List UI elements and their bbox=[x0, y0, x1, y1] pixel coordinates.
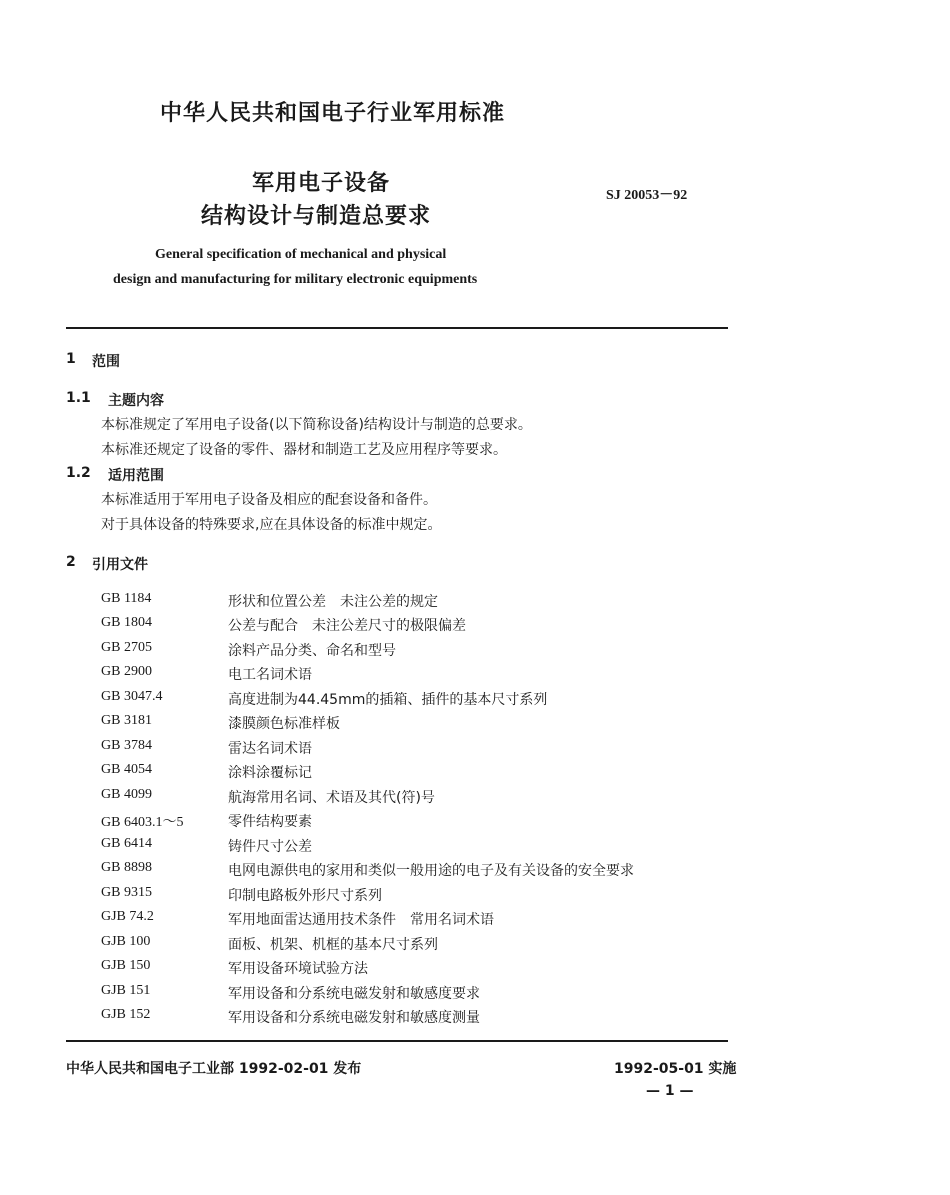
reference-code: GB 1184 bbox=[101, 591, 152, 606]
reference-title: 漆膜颜色标准样板 bbox=[228, 716, 340, 732]
section-1-1-title: 主题内容 bbox=[108, 393, 164, 409]
reference-title: 航海常用名词、术语及其代(符)号 bbox=[228, 790, 435, 806]
reference-title: 军用设备环境试验方法 bbox=[228, 961, 368, 977]
section-2-number: 2 bbox=[66, 554, 76, 570]
reference-title: 军用地面雷达通用技术条件 常用名词术语 bbox=[228, 912, 494, 928]
reference-code: GB 1804 bbox=[101, 615, 152, 630]
reference-code: GJB 100 bbox=[101, 934, 151, 949]
reference-code: GJB 151 bbox=[101, 983, 151, 998]
reference-title: 公差与配合 未注公差尺寸的极限偏差 bbox=[228, 618, 466, 634]
reference-code: GB 4099 bbox=[101, 787, 152, 802]
section-1-1-number: 1.1 bbox=[66, 390, 91, 406]
english-title-line1: General specification of mechanical and physical bbox=[155, 247, 447, 262]
reference-title: 军用设备和分系统电磁发射和敏感度测量 bbox=[228, 1010, 480, 1026]
effective-date: 1992-05-01 实施 bbox=[614, 1061, 737, 1077]
reference-code: GB 3047.4 bbox=[101, 689, 163, 704]
reference-title: 形状和位置公差 未注公差的规定 bbox=[228, 594, 438, 610]
section-2-title: 引用文件 bbox=[92, 557, 148, 573]
reference-title: 军用设备和分系统电磁发射和敏感度要求 bbox=[228, 986, 480, 1002]
page-number: — 1 — bbox=[646, 1083, 694, 1099]
reference-title: 面板、机架、机框的基本尺寸系列 bbox=[228, 937, 438, 953]
document-title-line2: 结构设计与制造总要求 bbox=[201, 204, 432, 229]
section-1-2-number: 1.2 bbox=[66, 465, 91, 481]
reference-code: GB 3181 bbox=[101, 713, 152, 728]
reference-code: GB 2900 bbox=[101, 664, 152, 679]
reference-title: 高度进制为44.45mm的插箱、插件的基本尺寸系列 bbox=[228, 692, 548, 708]
reference-title: 涂料产品分类、命名和型号 bbox=[228, 643, 396, 659]
reference-code: GB 4054 bbox=[101, 762, 152, 777]
reference-title: 印制电路板外形尺寸系列 bbox=[228, 888, 382, 904]
english-title-line2: design and manufacturing for military electronic equipments bbox=[113, 272, 478, 287]
reference-title: 涂料涂覆标记 bbox=[228, 765, 312, 781]
top-divider bbox=[66, 327, 728, 329]
reference-code: GJB 150 bbox=[101, 958, 151, 973]
standard-code: SJ 20053－92 bbox=[606, 188, 688, 203]
document-title-line1: 军用电子设备 bbox=[252, 171, 391, 196]
section-1-2-paragraph: 本标准适用于军用电子设备及相应的配套设备和备件。 bbox=[101, 492, 437, 508]
reference-title: 铸件尺寸公差 bbox=[228, 839, 312, 855]
bottom-divider bbox=[66, 1040, 728, 1042]
section-1-2-paragraph: 对于具体设备的特殊要求,应在具体设备的标准中规定。 bbox=[101, 517, 442, 533]
reference-code: GJB 152 bbox=[101, 1007, 151, 1022]
section-1-2-title: 适用范围 bbox=[108, 468, 164, 484]
reference-code: GB 9315 bbox=[101, 885, 152, 900]
section-1-1-paragraph: 本标准规定了军用电子设备(以下简称设备)结构设计与制造的总要求。 bbox=[101, 417, 532, 433]
reference-code: GB 8898 bbox=[101, 860, 152, 875]
section-1-1-paragraph: 本标准还规定了设备的零件、器材和制造工艺及应用程序等要求。 bbox=[101, 442, 507, 458]
reference-title: 电网电源供电的家用和类似一般用途的电子及有关设备的安全要求 bbox=[228, 863, 634, 879]
issued-statement: 中华人民共和国电子工业部 1992-02-01 发布 bbox=[66, 1061, 362, 1077]
reference-title: 电工名词术语 bbox=[228, 667, 312, 683]
reference-title: 雷达名词术语 bbox=[228, 741, 312, 757]
reference-code: GB 2705 bbox=[101, 640, 152, 655]
reference-code: GB 3784 bbox=[101, 738, 152, 753]
reference-code: GB 6403.1～5 bbox=[101, 815, 184, 830]
reference-code: GB 6414 bbox=[101, 836, 152, 851]
reference-title: 零件结构要素 bbox=[228, 814, 312, 830]
reference-code: GJB 74.2 bbox=[101, 909, 154, 924]
section-1-number: 1 bbox=[66, 351, 76, 367]
header-title: 中华人民共和国电子行业军用标准 bbox=[160, 101, 506, 126]
section-1-title: 范围 bbox=[92, 354, 120, 370]
